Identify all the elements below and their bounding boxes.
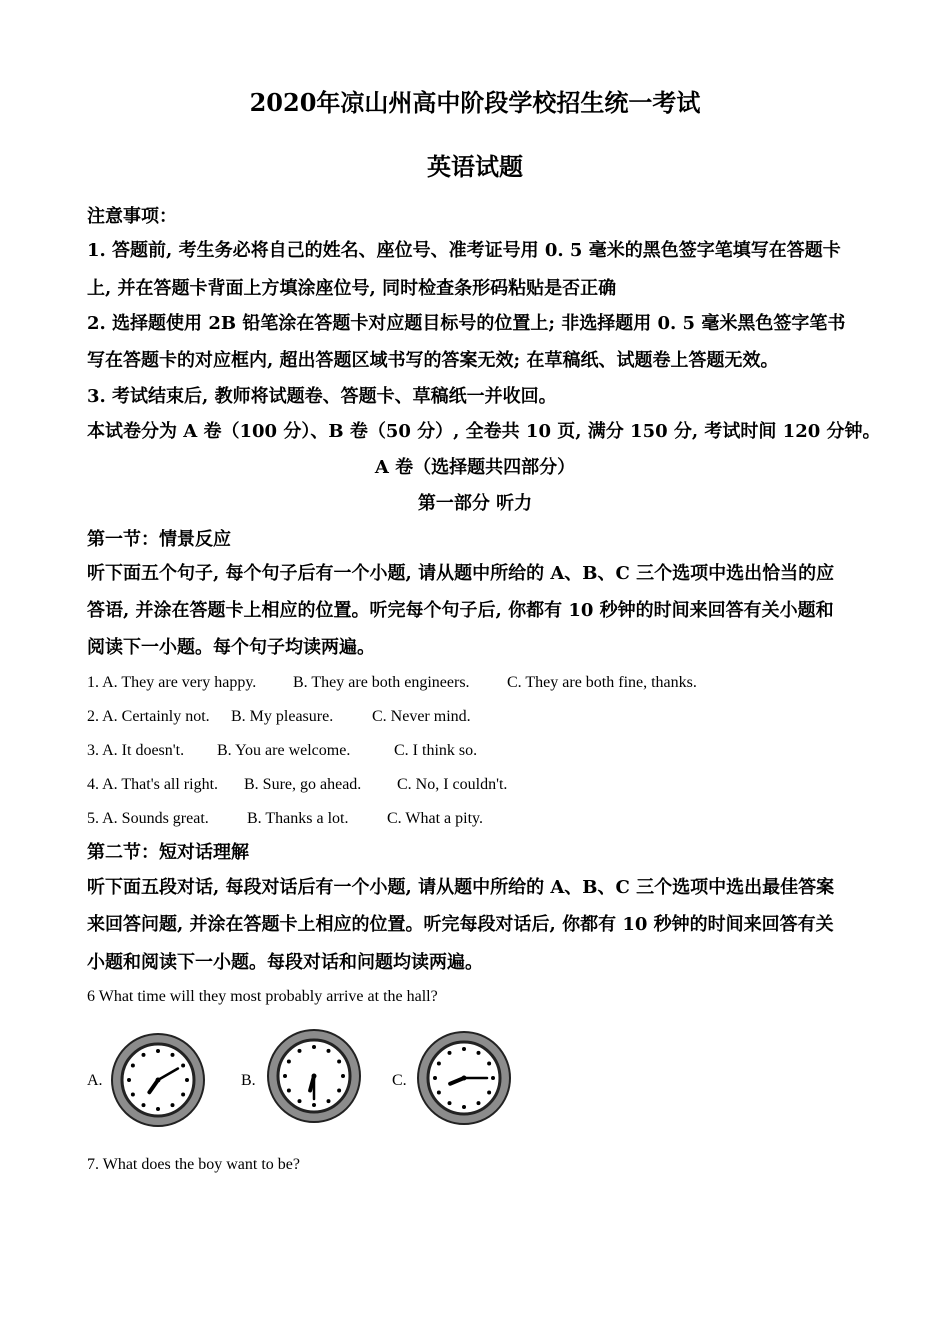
- question-7-text: 7. What does the boy want to be?: [87, 1156, 300, 1173]
- question-3-option-c[interactable]: C. I think so.: [394, 742, 478, 759]
- paper-summary: 本试卷分为 A 卷（100 分）、B 卷（50 分）, 全卷共 10 页, 满分 150 分, 考试时间 120 分钟。: [87, 421, 881, 442]
- clock-tick: [337, 1089, 341, 1093]
- clock-tick: [312, 1045, 316, 1049]
- section-2-instruction-line-3: 小题和阅读下一小题。每段对话和问题均读两遍。: [87, 952, 483, 973]
- notice-heading: 注意事项：: [87, 206, 177, 227]
- clock-tick: [337, 1060, 341, 1064]
- clock-tick: [298, 1099, 302, 1103]
- clock-icon[interactable]: [264, 1026, 364, 1126]
- notice-item-2-line-2: 写在答题卡的对应框内, 超出答题区域书写的答案无效; 在草稿纸、试题卷上答题无效。: [87, 350, 779, 371]
- question-4-option-b[interactable]: B. Sure, go ahead.: [244, 776, 362, 793]
- clock-tick: [448, 1051, 452, 1055]
- clock-tick: [287, 1060, 291, 1064]
- question-3-option-a[interactable]: 3. A. It doesn't.: [87, 742, 185, 759]
- question-5-option-a[interactable]: 5. A. Sounds great.: [87, 810, 209, 827]
- question-3-option-b[interactable]: B. You are welcome.: [217, 742, 351, 759]
- clock-tick: [327, 1049, 331, 1053]
- clock-tick: [283, 1074, 287, 1078]
- clock-tick: [327, 1099, 331, 1103]
- question-5-option-b[interactable]: B. Thanks a lot.: [247, 810, 349, 827]
- question-6-option-b-label[interactable]: B.: [241, 1072, 256, 1089]
- question-4-option-a[interactable]: 4. A. That's all right.: [87, 776, 219, 793]
- notice-item-2-line-1: 2. 选择题使用 2B 铅笔涂在答题卡对应题目标号的位置上; 非选择题用 0. 5 毫米黑色签字笔书: [87, 313, 846, 334]
- clock-center: [312, 1074, 317, 1079]
- clock-tick: [437, 1091, 441, 1095]
- question-1: [87, 672, 697, 694]
- section-2-instruction-line-2: 来回答问题, 并涂在答题卡上相应的位置。听完每段对话后, 你都有 10 秒钟的时间来回答有关: [87, 914, 834, 935]
- clock-tick: [156, 1107, 160, 1111]
- clock-tick: [171, 1103, 175, 1107]
- question-6-text: 6 What time will they most probably arrive at the hall?: [87, 988, 438, 1005]
- section-1-instruction-line-3: 阅读下一小题。每个句子均读两遍。: [87, 637, 375, 658]
- question-1-option-c[interactable]: C. They are both fine, thanks.: [507, 674, 697, 691]
- question-2-option-a[interactable]: 2. A. Certainly not.: [87, 708, 210, 725]
- part-1-heading: 第一部分 听力: [417, 493, 533, 514]
- clock-tick: [142, 1053, 146, 1057]
- section-1-instruction-line-2: 答语, 并涂在答题卡上相应的位置。听完每个句子后, 你都有 10 秒钟的时间来回答有关小题和: [87, 600, 834, 621]
- clock-tick: [287, 1089, 291, 1093]
- clock-tick: [127, 1078, 131, 1082]
- question-2-option-c[interactable]: C. Never mind.: [372, 708, 471, 725]
- clock-tick: [477, 1051, 481, 1055]
- question-6-option-a-label[interactable]: A.: [87, 1072, 103, 1089]
- clock-tick: [181, 1093, 185, 1097]
- clock-tick: [491, 1076, 495, 1080]
- question-2: [87, 706, 471, 728]
- clock-tick: [477, 1101, 481, 1105]
- exam-subtitle: 英语试题: [427, 152, 523, 181]
- question-6-options: [0, 1024, 950, 1134]
- clock-icon[interactable]: [108, 1030, 208, 1130]
- clock-center: [462, 1076, 467, 1081]
- clock-tick: [341, 1074, 345, 1078]
- section-1-instruction-line-1: 听下面五个句子, 每个句子后有一个小题, 请从题中所给的 A、B、C 三个选项中选出恰当的应: [87, 563, 835, 584]
- section-1-heading: 第一节：情景反应: [87, 529, 231, 550]
- question-5: [87, 808, 483, 830]
- question-3: [87, 740, 477, 762]
- clock-tick: [487, 1062, 491, 1066]
- question-2-option-b[interactable]: B. My pleasure.: [231, 708, 334, 725]
- clock-icon[interactable]: [414, 1028, 514, 1128]
- exam-title: 2020年凉山州高中阶段学校招生统一考试: [249, 88, 701, 117]
- notice-item-1-line-1: 1. 答题前, 考生务必将自己的姓名、座位号、准考证号用 0. 5 毫米的黑色签字笔填写在答题卡: [87, 240, 841, 261]
- clock-tick: [156, 1049, 160, 1053]
- clock-tick: [298, 1049, 302, 1053]
- clock-tick: [487, 1091, 491, 1095]
- clock-tick: [142, 1103, 146, 1107]
- clock-tick: [312, 1103, 316, 1107]
- clock-tick: [462, 1047, 466, 1051]
- clock-tick: [171, 1053, 175, 1057]
- notice-item-1-line-2: 上, 并在答题卡背面上方填涂座位号, 同时检查条形码粘贴是否正确: [87, 278, 617, 299]
- clock-center: [156, 1078, 161, 1083]
- question-4: [87, 774, 507, 796]
- clock-tick: [181, 1064, 185, 1068]
- clock-tick: [131, 1064, 135, 1068]
- question-1-option-a[interactable]: 1. A. They are very happy.: [87, 674, 257, 691]
- clock-tick: [437, 1062, 441, 1066]
- question-1-option-b[interactable]: B. They are both engineers.: [293, 674, 470, 691]
- clock-tick: [448, 1101, 452, 1105]
- notice-item-3: 3. 考试结束后, 教师将试题卷、答题卡、草稿纸一并收回。: [87, 386, 557, 407]
- question-4-option-c[interactable]: C. No, I couldn't.: [397, 776, 508, 793]
- clock-tick: [185, 1078, 189, 1082]
- volume-a-heading: A 卷（选择题共四部分）: [374, 457, 576, 478]
- section-2-heading: 第二节：短对话理解: [87, 842, 249, 863]
- question-5-option-c[interactable]: C. What a pity.: [387, 810, 483, 827]
- section-2-instruction-line-1: 听下面五段对话, 每段对话后有一个小题, 请从题中所给的 A、B、C 三个选项中选出最佳答案: [87, 877, 835, 898]
- clock-tick: [433, 1076, 437, 1080]
- clock-tick: [131, 1093, 135, 1097]
- question-6-option-c-label[interactable]: C.: [392, 1072, 407, 1089]
- clock-tick: [462, 1105, 466, 1109]
